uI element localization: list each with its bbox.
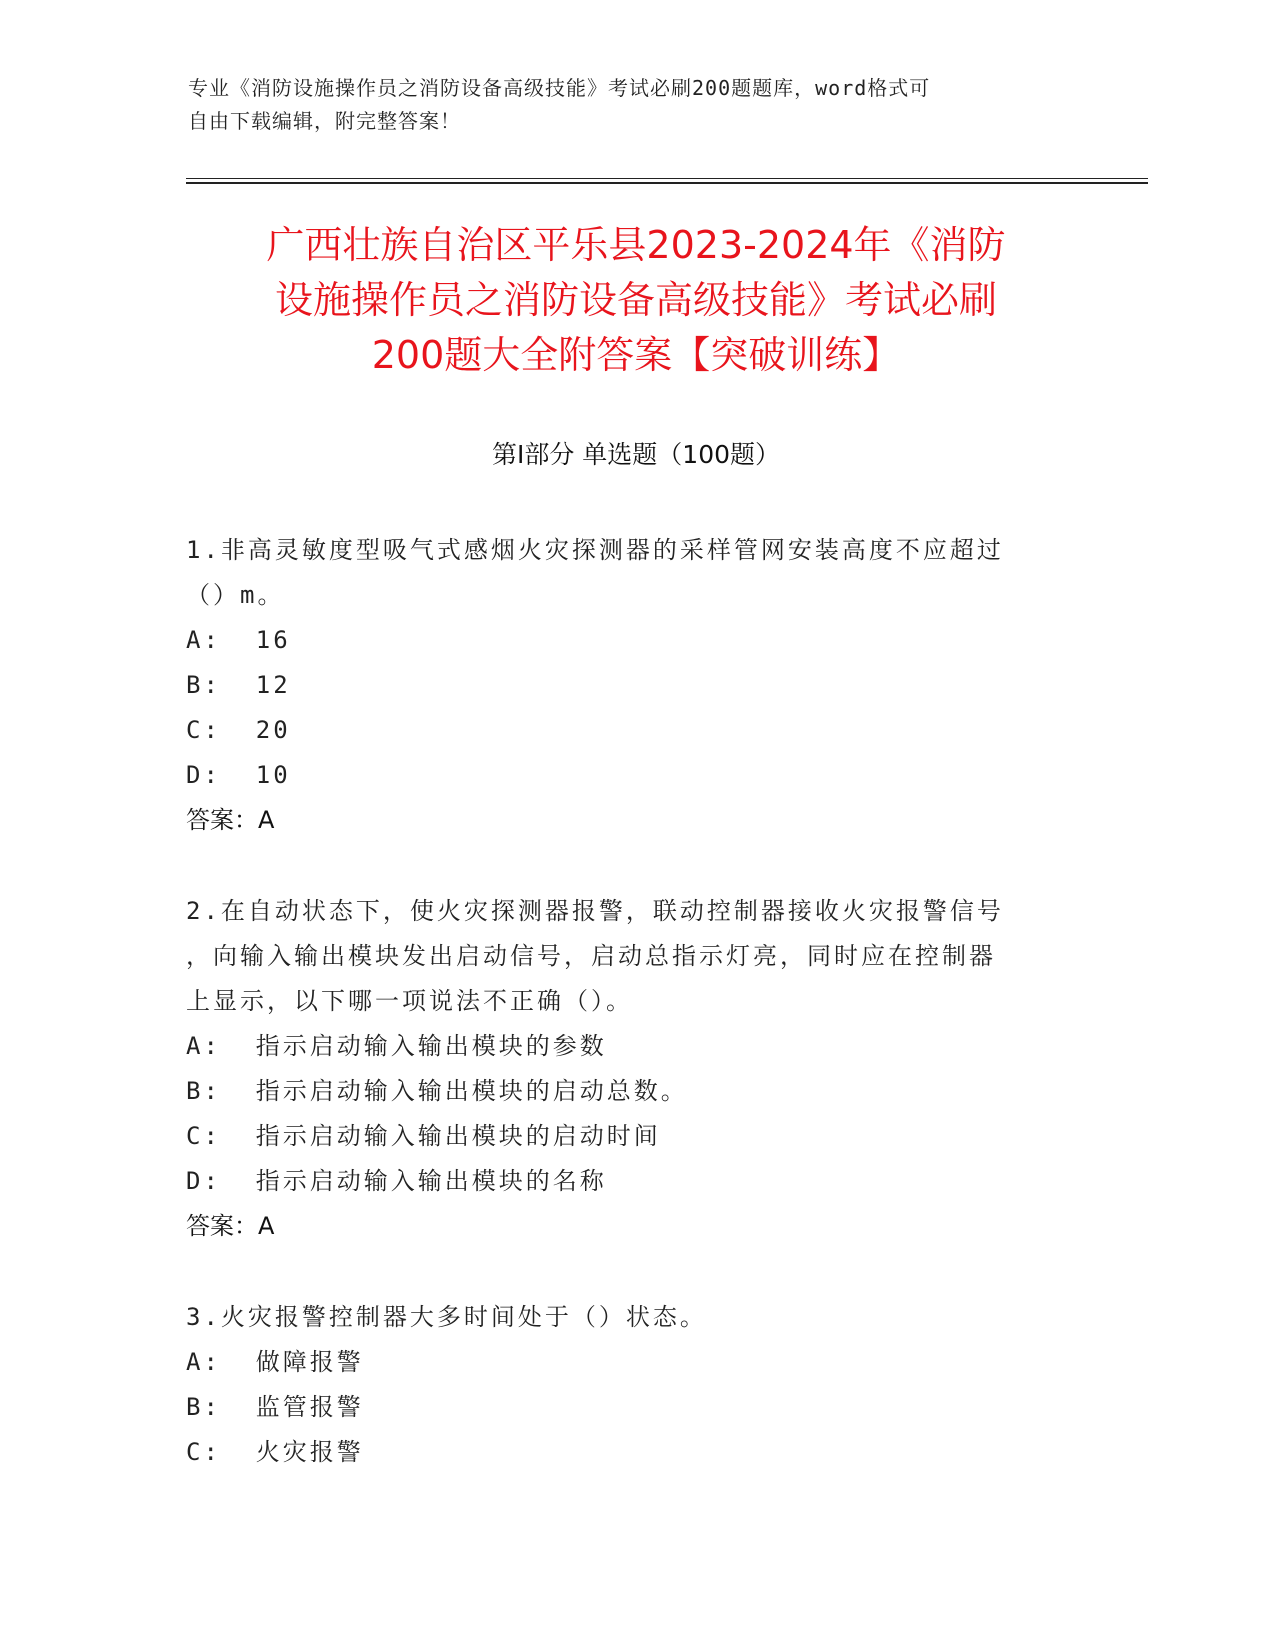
- option-a: A: 指示启动输入输出模块的参数: [186, 1032, 607, 1060]
- question-stem-line: 1.非高灵敏度型吸气式感烟火灾探测器的采样管网安装高度不应超过: [186, 536, 1004, 564]
- title-line: 广西壮族自治区平乐县2023-2024年《消防: [266, 223, 1006, 267]
- question-spacer: [186, 1249, 1066, 1295]
- question-item: [186, 1295, 1066, 1475]
- document-title: [186, 218, 1086, 383]
- option-a: A: 16: [186, 626, 291, 654]
- question-item: [186, 889, 1066, 1249]
- option-c: C: 火灾报警: [186, 1438, 364, 1466]
- header-note: [188, 72, 1068, 138]
- answer-label: 答案：: [186, 1212, 258, 1240]
- question-stem-line: 上显示，以下哪一项说法不正确（）。: [186, 987, 633, 1015]
- option-b: B: 监管报警: [186, 1393, 364, 1421]
- option-b: B: 12: [186, 671, 291, 699]
- option-c: C: 20: [186, 716, 291, 744]
- header-note-line: 专业《消防设施操作员之消防设备高级技能》考试必刷200题题库，word格式可: [188, 76, 931, 100]
- option-a: A: 做障报警: [186, 1348, 364, 1376]
- question-stem-line: 2.在自动状态下，使火灾探测器报警，联动控制器接收火灾报警信号: [186, 897, 1004, 925]
- question-spacer: [186, 843, 1066, 889]
- header-divider-thick: [186, 182, 1148, 184]
- answer-value: A: [258, 806, 275, 834]
- header-divider: [186, 178, 1148, 179]
- question-stem-line: ，向输入输出模块发出启动信号，启动总指示灯亮，同时应在控制器: [186, 942, 996, 970]
- option-c: C: 指示启动输入输出模块的启动时间: [186, 1122, 661, 1150]
- title-line: 200题大全附答案【突破训练】: [371, 333, 901, 377]
- question-stem-line: （）m。: [186, 581, 285, 609]
- option-d: D: 指示启动输入输出模块的名称: [186, 1167, 607, 1195]
- answer-value: A: [258, 1212, 275, 1240]
- answer-line: [186, 1204, 1066, 1249]
- option-d: D: 10: [186, 761, 291, 789]
- header-note-line: 自由下载编辑，附完整答案！: [188, 109, 461, 133]
- question-stem-line: 3.火灾报警控制器大多时间处于（）状态。: [186, 1303, 707, 1331]
- option-b: B: 指示启动输入输出模块的启动总数。: [186, 1077, 688, 1105]
- section-heading: 第I部分 单选题（100题）: [491, 440, 781, 469]
- answer-line: [186, 798, 1066, 843]
- answer-label: 答案：: [186, 806, 258, 834]
- title-line: 设施操作员之消防设备高级技能》考试必刷: [274, 278, 997, 322]
- question-list: [186, 528, 1066, 1475]
- question-item: [186, 528, 1066, 843]
